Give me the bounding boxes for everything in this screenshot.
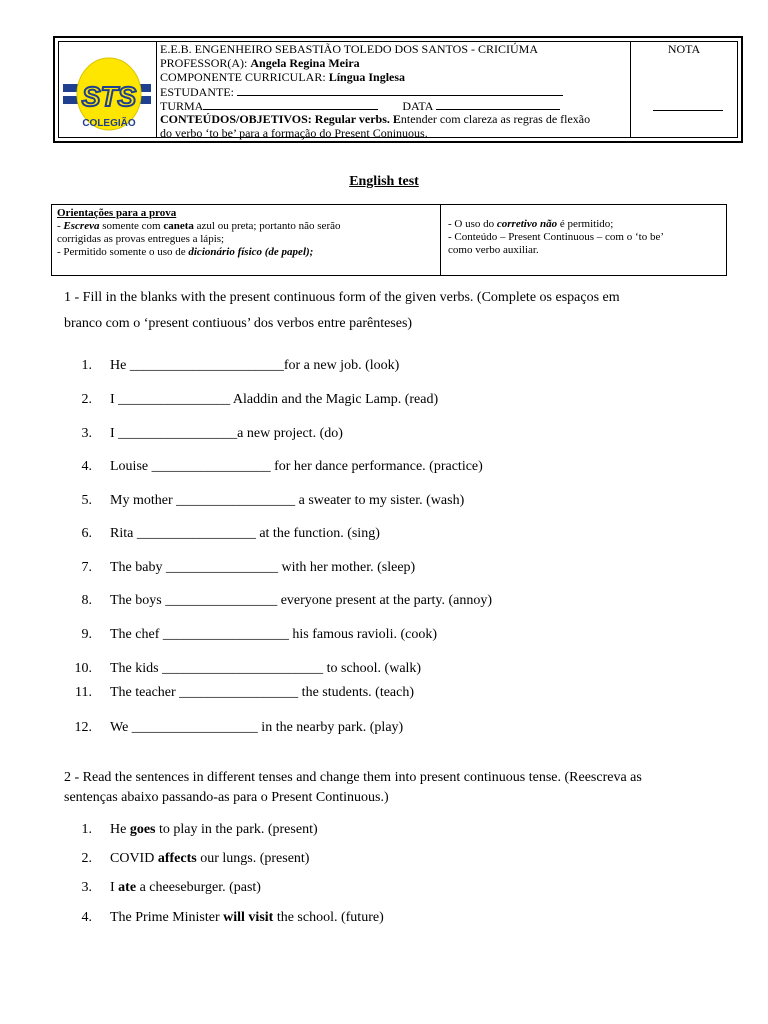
date-blank[interactable] [436,98,560,110]
grade-blank[interactable] [653,110,723,111]
exercise-number: 1. [81,358,92,373]
sentence-text [110,880,261,896]
section1-instruction-1: 1 - Fill in the blanks with the present continuous form of the given verbs. (Complete os espaços em [64,290,620,305]
l3-a: - Permitido somente o uso de [57,246,189,258]
l1-a: - [57,220,64,232]
exercise-number: 6. [81,526,92,541]
exercise-text[interactable]: He ______________________for a new job. (look) [110,358,400,373]
l3-b: dicionário físico (de papel); [188,246,314,258]
exercise-number: 4. [81,459,92,474]
l1-e: azul ou preta; portanto não serão [193,220,341,232]
exercise-text[interactable]: I ________________ Aladdin and the Magic Lamp. (read) [110,392,439,407]
orientation-right-2: - Conteúdo – Present Continuous – com o ‘to be’ [448,231,665,243]
section1-instruction-2: branco com o ‘present contiuous’ dos verbos entre parênteses) [64,316,413,331]
exercise-number: 3. [81,426,92,441]
l1-b: Escreva [63,220,100,232]
r1-c: é permitido; [557,218,614,230]
component-value: Língua Inglesa [328,70,406,84]
professor-line [160,56,360,70]
section2-instruction-2: sentenças abaixo passando-as para o Present Continuous.) [64,790,389,805]
sentence-number: 3. [81,880,92,895]
sentence-part: the school. (future) [273,910,384,925]
header-info [157,42,631,140]
component-line [160,70,405,84]
sentence-part: our lungs. (present) [196,851,310,866]
content-rest: ntender com clareza as regras de flexão [400,112,591,126]
grade-label: NOTA [667,42,701,56]
school-name: E.E.B. ENGENHEIRO SEBASTIÃO TOLEDO DOS SANTOS - CRICIÚMA [160,42,539,56]
exercise-text[interactable]: We __________________ in the nearby park. (play) [110,720,404,735]
sentence-part: I [110,880,119,895]
orientation-left [52,205,441,275]
orientation-line-2: corrigidas as provas entregues a lápis; [57,233,225,245]
exercise-text[interactable]: My mother _________________ a sweater to my sister. (wash) [110,493,465,508]
school-logo [63,50,151,134]
exercise-text[interactable]: The teacher _________________ the students. (teach) [110,685,415,700]
component-label: COMPONENTE CURRICULAR: [160,70,326,84]
orientation-right-3: como verbo auxiliar. [448,244,539,256]
l1-d: caneta [163,220,194,232]
content-line [160,112,590,126]
logo-subtext: COLEGIÃO [82,118,136,129]
orientation-box [51,204,727,276]
sentence-verb: ate [118,880,137,895]
exercise-text[interactable]: The baby ________________ with her mother. (sleep) [110,560,416,575]
school-header [53,36,743,143]
student-label: ESTUDANTE: [160,85,234,99]
class-label: TURMA [160,99,204,113]
sentence-number: 1. [81,822,92,837]
exercise-number: 7. [81,560,92,575]
sentence-number: 2. [81,851,92,866]
orientation-right-1 [448,218,720,231]
logo-text: STS [81,81,137,112]
sentence-text [110,910,384,926]
content-bold: Regular verbs. E [314,112,401,126]
exercise-text[interactable]: Rita _________________ at the function. (sing) [110,526,380,541]
student-line [160,84,563,99]
grade-cell [631,42,737,137]
class-blank[interactable] [203,98,378,110]
class-date-line [160,98,560,113]
orientation-line-3 [57,246,435,259]
exercise-number: 12. [74,720,92,735]
page-title: English test [349,174,419,189]
orientation-heading: Orientações para a prova [57,207,177,219]
exercise-number: 9. [81,627,92,642]
sentence-text [110,822,318,838]
logo-cell [59,42,157,137]
l1-c: somente com [99,220,164,232]
exercise-text[interactable]: I _________________a new project. (do) [110,426,343,441]
sentence-part: a cheeseburger. (past) [136,880,261,895]
content-label: CONTEÚDOS/OBJETIVOS: [160,112,312,126]
content-line-2: do verbo ‘to be’ para a formação do Present Coninuous. [160,126,428,140]
professor-name: Angela Regina Meira [250,56,360,70]
exercise-text[interactable]: The boys ________________ everyone present at the party. (annoy) [110,593,493,608]
orientation-right [442,205,726,275]
sentence-verb: goes [129,822,156,837]
sentence-number: 4. [81,910,92,925]
r1-b: corretivo não [496,218,558,230]
exercise-number: 8. [81,593,92,608]
sentence-part: COVID [110,851,158,866]
exercise-number: 10. [74,661,92,676]
exercise-number: 11. [75,685,92,700]
sentence-part: He [110,822,130,837]
exercise-text[interactable]: The kids _______________________ to school. (walk) [110,661,422,676]
student-blank[interactable] [237,84,563,96]
exercise-number: 5. [81,493,92,508]
exercise-text[interactable]: Louise _________________ for her dance performance. (practice) [110,459,483,474]
r1-a: - O uso do [448,218,497,230]
sentence-part: to play in the park. (present) [155,822,318,837]
professor-label: PROFESSOR(A): [160,56,248,70]
sentence-verb: will visit [223,910,274,925]
section2-instruction-1: 2 - Read the sentences in different tenses and change them into present continuous tense. (Reescreva as [64,770,642,785]
exercise-number: 2. [81,392,92,407]
date-label: DATA [402,99,433,113]
sentence-part: The Prime Minister [110,910,224,925]
sentence-text [110,851,309,867]
exercise-text[interactable]: The chef __________________ his famous ravioli. (cook) [110,627,437,642]
sentence-verb: affects [157,851,197,866]
orientation-line-1 [57,220,435,233]
